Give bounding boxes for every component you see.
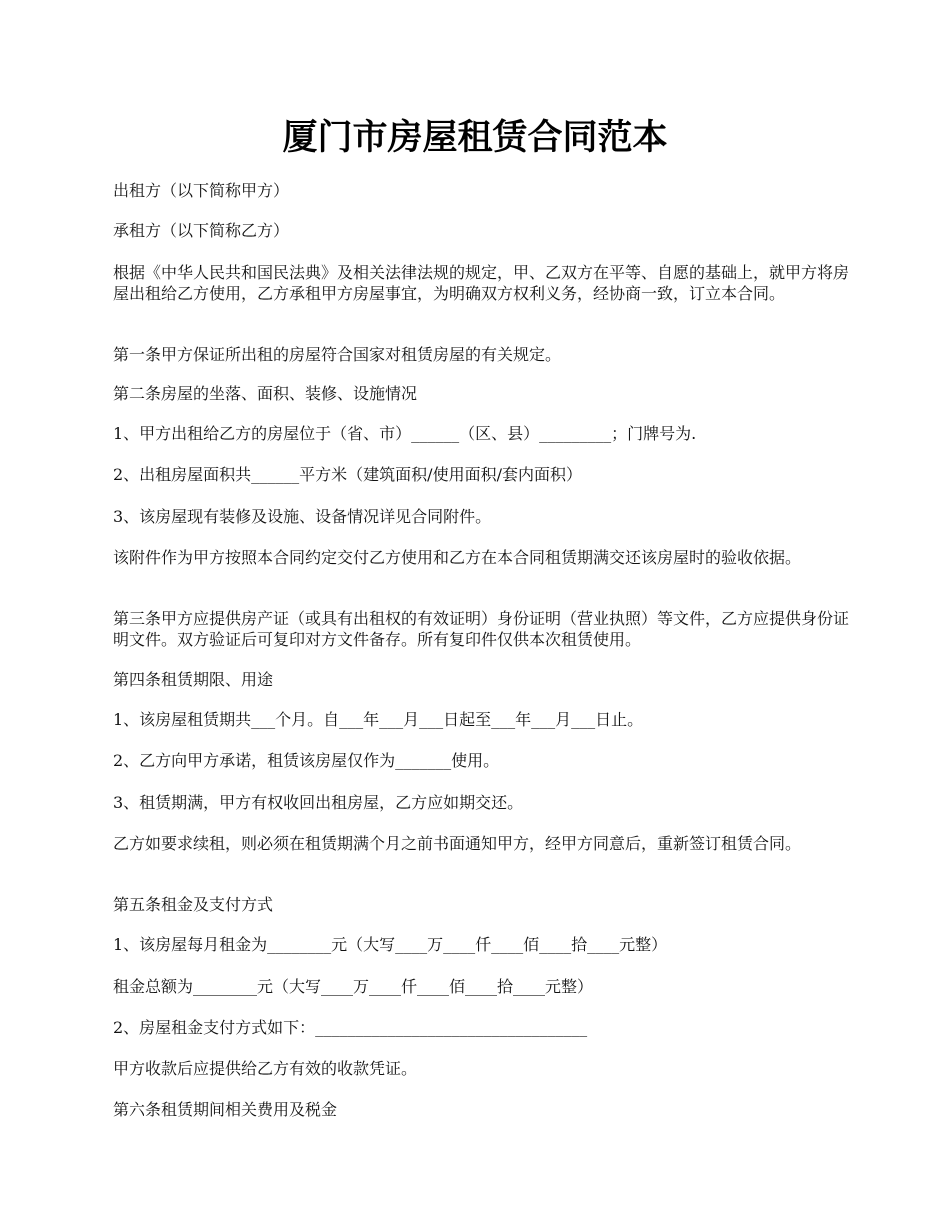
paragraph-article-2-item-2: 2、出租房屋面积共______平方米（建筑面积/使用面积/套内面积） xyxy=(113,465,582,484)
paragraph-lessee: 承租方（以下简称乙方） xyxy=(113,221,290,240)
paragraph-monthly-rent: 1、该房屋每月租金为________元（大写____万____仟____佰____拾____元整） xyxy=(113,935,668,954)
document-title: 厦门市房屋租赁合同范本 xyxy=(282,117,668,158)
paragraph-article-1: 第一条甲方保证所出租的房屋符合国家对租赁房屋的有关规定。 xyxy=(113,345,562,364)
paragraph-article-2-item-3: 3、该房屋现有装修及设施、设备情况详见合同附件。 xyxy=(113,507,492,526)
paragraph-article-2-item-1: 1、甲方出租给乙方的房屋位于（省、市）______（区、县）_________；门牌号为. xyxy=(113,424,697,443)
paragraph-total-rent: 租金总额为________元（大写____万____仟____佰____拾____元整） xyxy=(113,977,594,996)
paragraph-article-6-heading: 第六条租赁期间相关费用及税金 xyxy=(113,1100,338,1119)
paragraph-article-4-item-3: 3、租赁期满，甲方有权收回出租房屋，乙方应如期交还。 xyxy=(113,793,524,812)
paragraph-renewal: 乙方如要求续租，则必须在租赁期满个月之前书面通知甲方，经甲方同意后，重新签订租赁合同。 xyxy=(113,834,802,853)
paragraph-receipt: 甲方收款后应提供给乙方有效的收款凭证。 xyxy=(113,1059,418,1078)
paragraph-payment-method: 2、房屋租金支付方式如下：__________________________________ xyxy=(113,1018,588,1037)
paragraph-annex-note: 该附件作为甲方按照本合同约定交付乙方使用和乙方在本合同租赁期满交还该房屋时的验收依据。 xyxy=(113,548,802,567)
paragraph-article-2-heading: 第二条房屋的坐落、面积、装修、设施情况 xyxy=(113,384,418,403)
paragraph-article-3: 第三条甲方应提供房产证（或具有出租权的有效证明）身份证明（营业执照）等文件，乙方应提供身份证明文件。双方验证后可复印对方文件备存。所有复印件仅供本次租赁使用。 xyxy=(113,609,850,649)
paragraph-article-4-item-2: 2、乙方向甲方承诺，租赁该房屋仅作为_______使用。 xyxy=(113,751,500,770)
paragraph-article-4-heading: 第四条租赁期限、用途 xyxy=(113,670,274,689)
paragraph-article-5-heading: 第五条租金及支付方式 xyxy=(113,895,274,914)
paragraph-lessor: 出租方（以下简称甲方） xyxy=(113,181,290,200)
paragraph-article-4-item-1: 1、该房屋租赁期共___个月。自___年___月___日起至___年___月___日止。 xyxy=(113,710,644,729)
paragraph-preamble: 根据《中华人民共和国民法典》及相关法律法规的规定，甲、乙双方在平等、自愿的基础上，就甲方将房屋出租给乙方使用，乙方承租甲方房屋事宜，为明确双方权利义务，经协商一致，订立本合同。 xyxy=(113,263,850,303)
